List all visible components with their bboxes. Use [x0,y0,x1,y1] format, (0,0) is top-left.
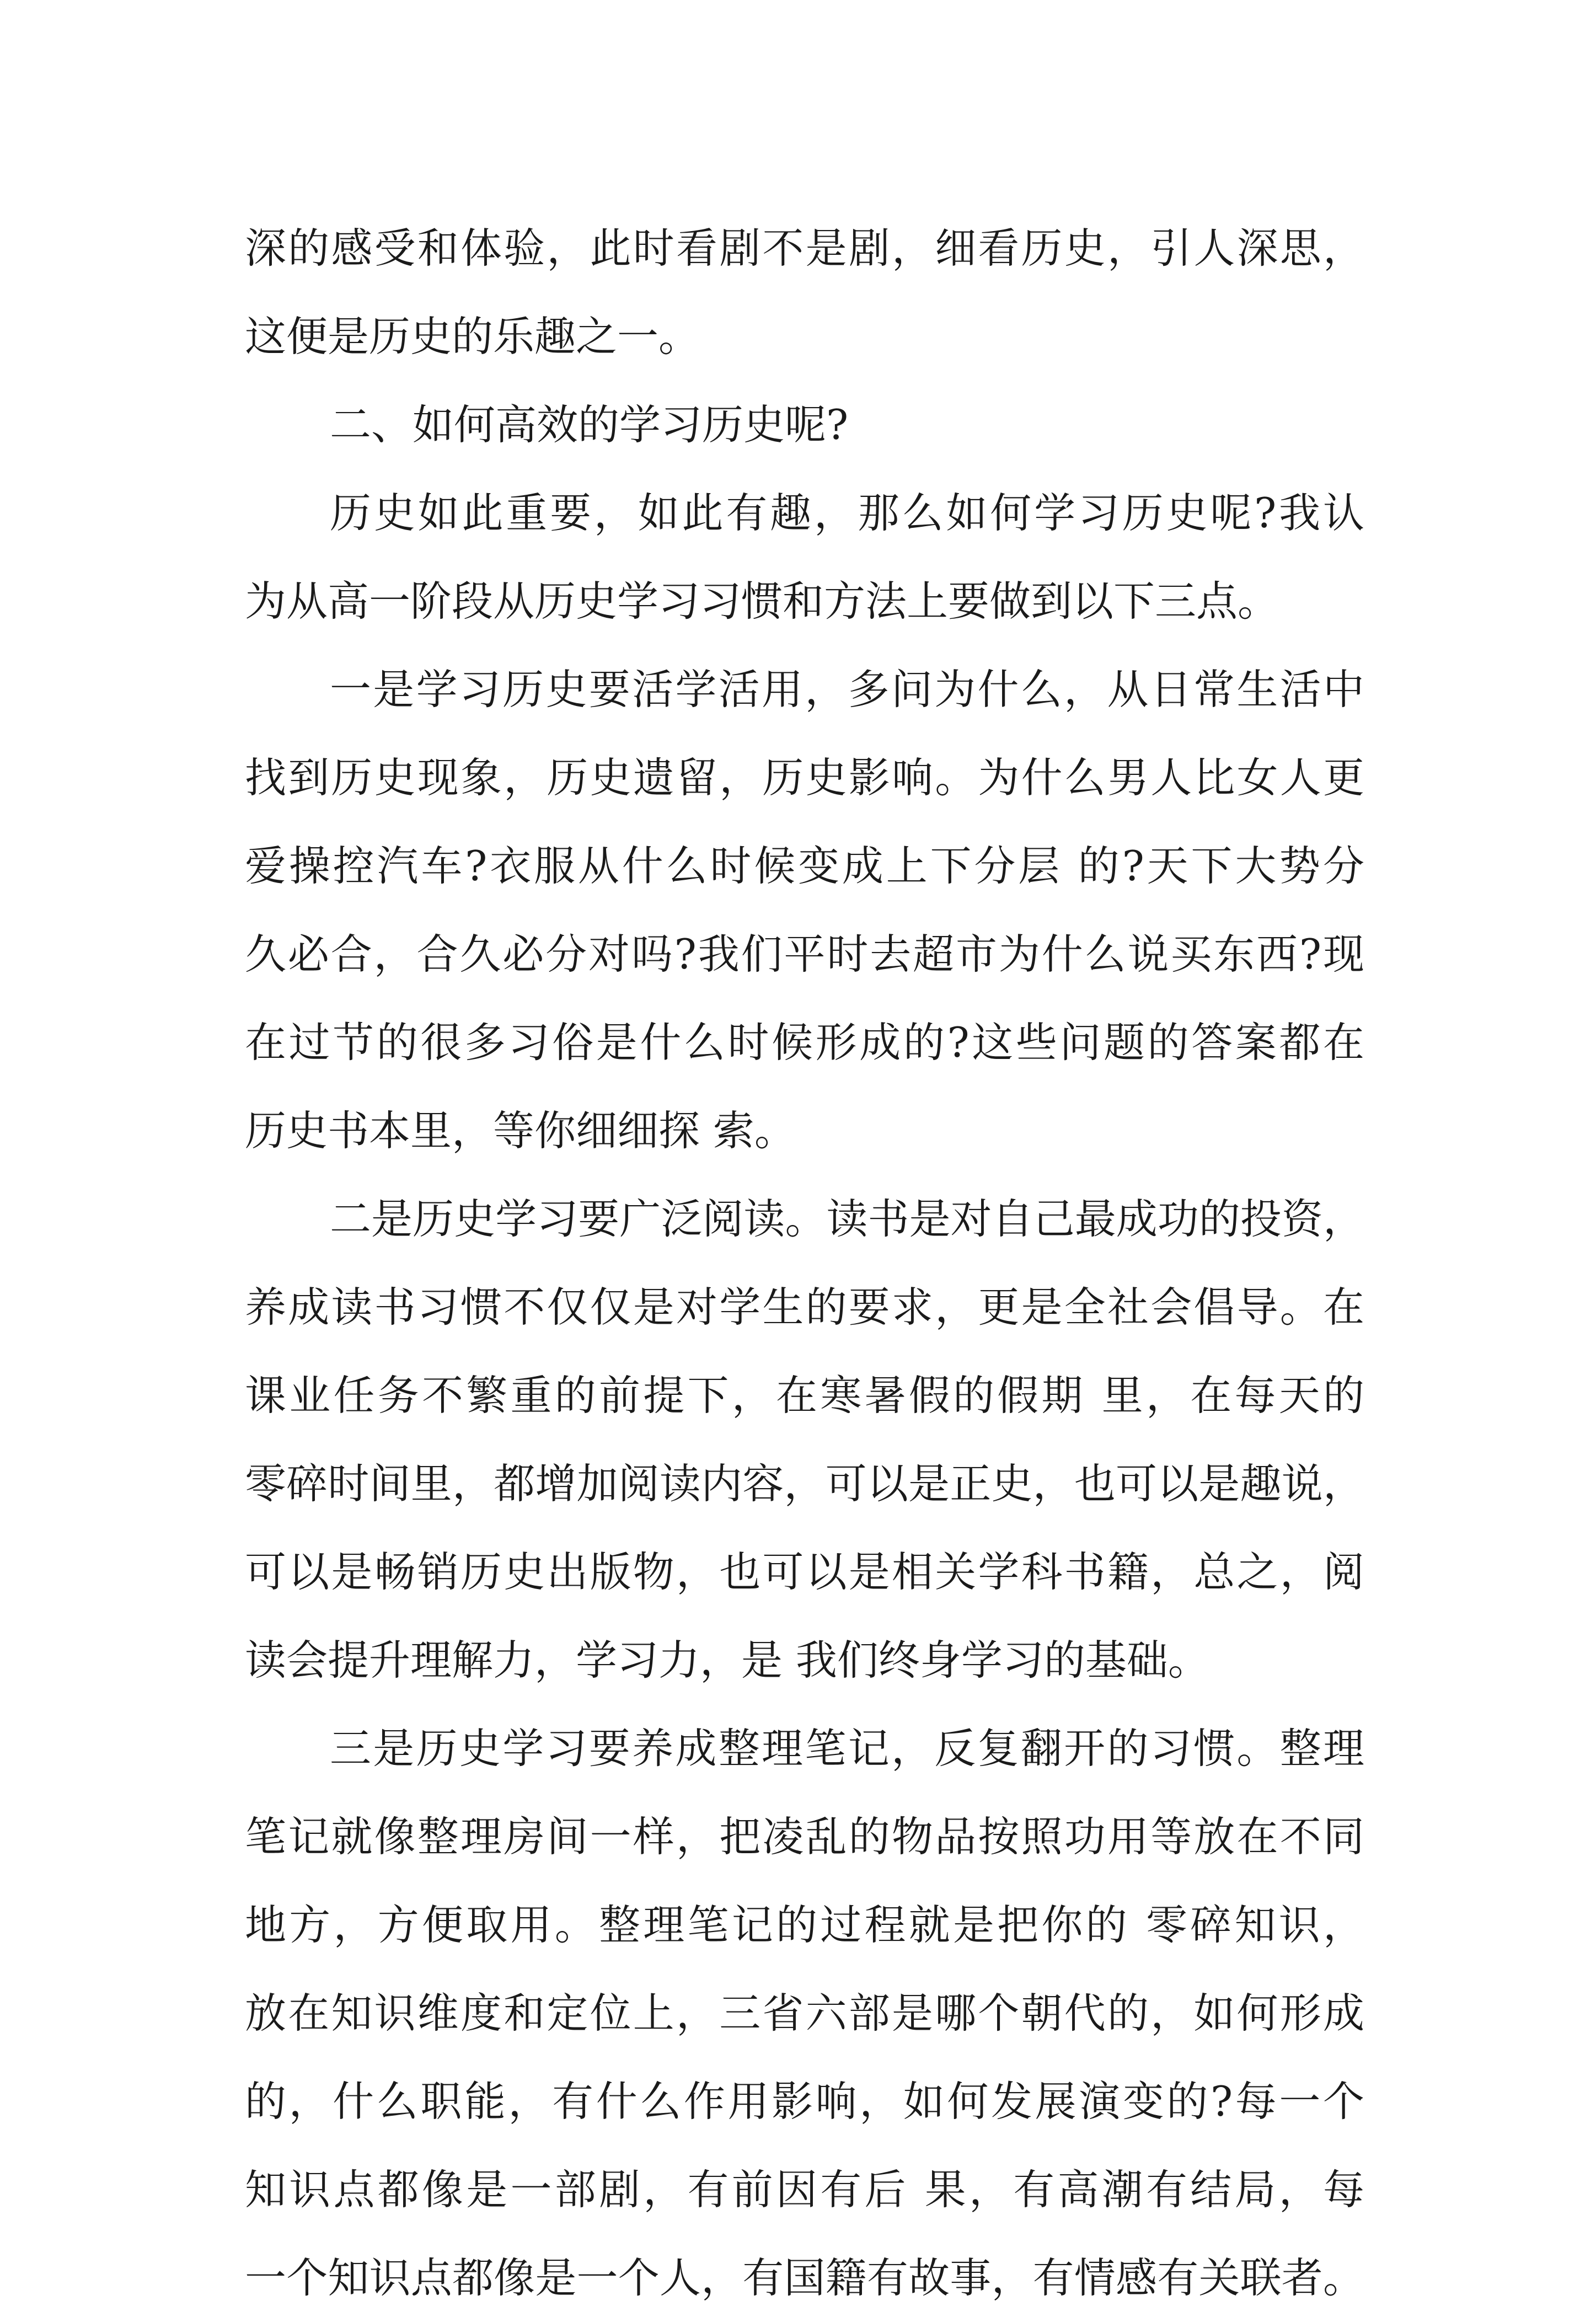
text-line: 历史书本里，等你细细探 索。 [245,1106,796,1155]
text-line: 养成读书习惯不仅仅是对学生的要求，更是全社会倡导。在 [245,1283,1364,1331]
text-line: 课业任务不繁重的前提下，在寒暑假的假期 里，在每天的 [245,1371,1364,1420]
text-line: 的，什么职能，有什么作用影响，如何发展演变的?每一个 [245,2077,1364,2126]
text-line: 零碎时间里，都增加阅读内容，可以是正史，也可以是趣说， [245,1459,1364,1508]
text-line: 深的感受和体验，此时看剧不是剧，细看历史，引人深思， [245,224,1364,272]
text-line: 历史如此重要，如此有趣，那么如何学习历史呢?我认 [330,489,1364,537]
text-line: 久必合，合久必分对吗?我们平时去超市为什么说买东西?现 [245,930,1364,978]
text-line: 地方，方便取用。整理笔记的过程就是把你的 零碎知识， [245,1901,1364,1949]
text-line: 三是历史学习要养成整理笔记，反复翻开的习惯。整理 [330,1724,1364,1773]
text-line: 放在知识维度和定位上，三省六部是哪个朝代的，如何形成 [245,1989,1364,2037]
text-line: 二是历史学习要广泛阅读。读书是对自己最成功的投资， [330,1195,1364,1243]
body-text [245,204,1364,2322]
text-line: 为从高一阶段从历史学习习惯和方法上要做到以下三点。 [245,577,1279,625]
text-line: 这便是历史的乐趣之一。 [245,312,700,361]
text-line: 爱操控汽车?衣服从什么时候变成上下分层 的?天下大势分 [245,842,1364,890]
text-line: 笔记就像整理房间一样，把凌乱的物品按照功用等放在不同 [245,1812,1364,1861]
text-line: 一是学习历史要活学活用，多问为什么，从日常生活中 [330,665,1364,714]
text-line: 知识点都像是一部剧，有前因有后 果，有高潮有结局，每 [245,2165,1364,2214]
text-line: 可以是畅销历史出版物，也可以是相关学科书籍，总之，阅 [245,1548,1364,1596]
text-line: 在过节的很多习俗是什么时候形成的?这些问题的答案都在 [245,1018,1364,1067]
text-line: 一个知识点都像是一个人，有国籍有故事，有情感有关联者。 [245,2254,1364,2302]
text-line: 二、如何高效的学习历史呢? [330,400,849,449]
text-line: 找到历史现象，历史遗留，历史影响。为什么男人比女人更 [245,753,1364,802]
text-line: 读会提升理解力，学习力，是 我们终身学习的基础。 [245,1636,1209,1684]
